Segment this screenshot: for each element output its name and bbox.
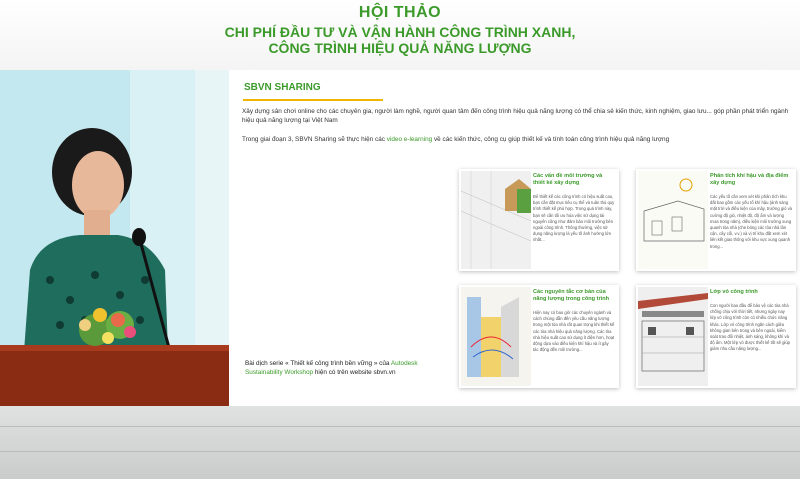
- credit-text-pre: Bài dịch serie « Thiết kế công trình bền vững » của: [245, 360, 391, 367]
- card-body: Hiện nay có bao giờ các chuyên ngành và cách chúng dẫn đến yêu cầu năng lượng trong một tòa nhà rất quan trọng khi thiết kế các tòa nhà hiệu quả năng lượng. Các tòa nhà hiệu suất cao sử dụng ít điện hơn, hoạt động dựa vào điều kiện khí hậu và ít gây tác động đến môi trường...: [533, 310, 615, 353]
- floor-line: [0, 426, 800, 427]
- article-card-energy-principles[interactable]: [459, 285, 619, 388]
- slide-paragraph-1: Xây dựng sân chơi online cho các chuyên gia, người làm nghề, người quan tâm đến công trình hiệu quả năng lượng có thể chia sẻ kiến thức, kinh nghiệm, giao lưu... góp phần phát triển ngành hiệu quả năng lượng tại Việt Nam: [242, 108, 789, 124]
- card-thumbnail: [461, 171, 531, 269]
- heading-underline: [243, 99, 383, 101]
- floor-line: [0, 451, 800, 452]
- article-card-building-envelope[interactable]: [636, 285, 796, 388]
- autodesk-workshop-link[interactable]: Autodesk Sustainability Workshop: [245, 360, 418, 376]
- p2-text-pre: Trong giai đoạn 3, SBVN Sharing sẽ thực hiện các: [242, 136, 387, 143]
- card-title: Lớp vỏ công trình: [710, 289, 758, 295]
- card-body: Các yếu tố cần xem xét khi phân tích khu đất bao gồm các yếu tố khí hậu (ánh sáng mặt trời và điều kiện của mây, trường gió và cường độ gió, nhiệt độ, độ ẩm và lượng mưa trong năm), điều kiện môi trường xung quanh tòa nhà (che bóng các tòa nhà lân cận, cây cối, v.v.) và vị trí khu đất xem xét liên kết giao thông với khu vực xung quanh trong...: [710, 194, 792, 249]
- banner-subtitle-line2: CÔNG TRÌNH HIỆU QUẢ NĂNG LƯỢNG: [268, 40, 532, 56]
- slide-heading: SBVN SHARING: [244, 82, 321, 93]
- slide-credit: [245, 360, 445, 377]
- event-banner: [0, 0, 800, 70]
- p2-text-post: về các kiến thức, công cụ giúp thiết kế và tính toán công trình hiệu quả năng lượng: [432, 136, 670, 143]
- card-title: Phân tích khí hậu và địa điểm xây dựng: [710, 173, 789, 186]
- card-thumbnail: [461, 287, 531, 386]
- card-body: Để thiết kế các công trình có hiệu suất cao, bạn cần đặt mục tiêu cụ thể và tuân thủ quy trình thiết kế phù hợp. Trong quá trình này, bạn sẽ cần tối ưu hóa việc sử dụng tài nguyên cũng như đảm bảo môi trường bên ngoài công trình. Thông thường, việc sử dụng năng lượng là yếu tố ảnh hưởng lớn nhất...: [533, 194, 615, 243]
- card-title: Các vấn đề môi trường và thiết kế xây dựng: [533, 173, 603, 186]
- banner-title: HỘI THẢO: [358, 4, 442, 21]
- e-learning-link[interactable]: video e-learning: [386, 136, 433, 143]
- card-thumbnail: [638, 287, 708, 386]
- card-body: Con người bao đầu để bảo vệ các tòa nhà chống chịu với thời tiết, nhưng ngày nay lớp vỏ công trình còn có nhiều chức năng khác. Lớp vỏ công trình ngăn cách giữa không gian bên trong và bên ngoài, kiểm soát trao đổi nhiệt, ánh sáng, không khí và độ ẩm. Một lớp vỏ được thiết kế tốt sẽ giúp giảm nhu cầu năng lượng...: [710, 303, 790, 352]
- card-title: Các nguyên tắc cơ bản của năng lượng trong công trình: [533, 289, 610, 302]
- article-card-climate[interactable]: [636, 169, 796, 271]
- speaker-video: [0, 70, 229, 406]
- slide-paragraph-2: [242, 135, 792, 144]
- article-card-environment[interactable]: [459, 169, 619, 271]
- speaker-illustration: [0, 70, 229, 406]
- stage-floor: [0, 406, 800, 479]
- card-thumbnail: [638, 171, 708, 269]
- presentation-slide: [229, 70, 800, 406]
- banner-subtitle-line1: CHI PHÍ ĐẦU TƯ VÀ VẬN HÀNH CÔNG TRÌNH XANH,: [224, 24, 576, 40]
- credit-text-post: hiện có trên website sbvn.vn: [313, 368, 396, 376]
